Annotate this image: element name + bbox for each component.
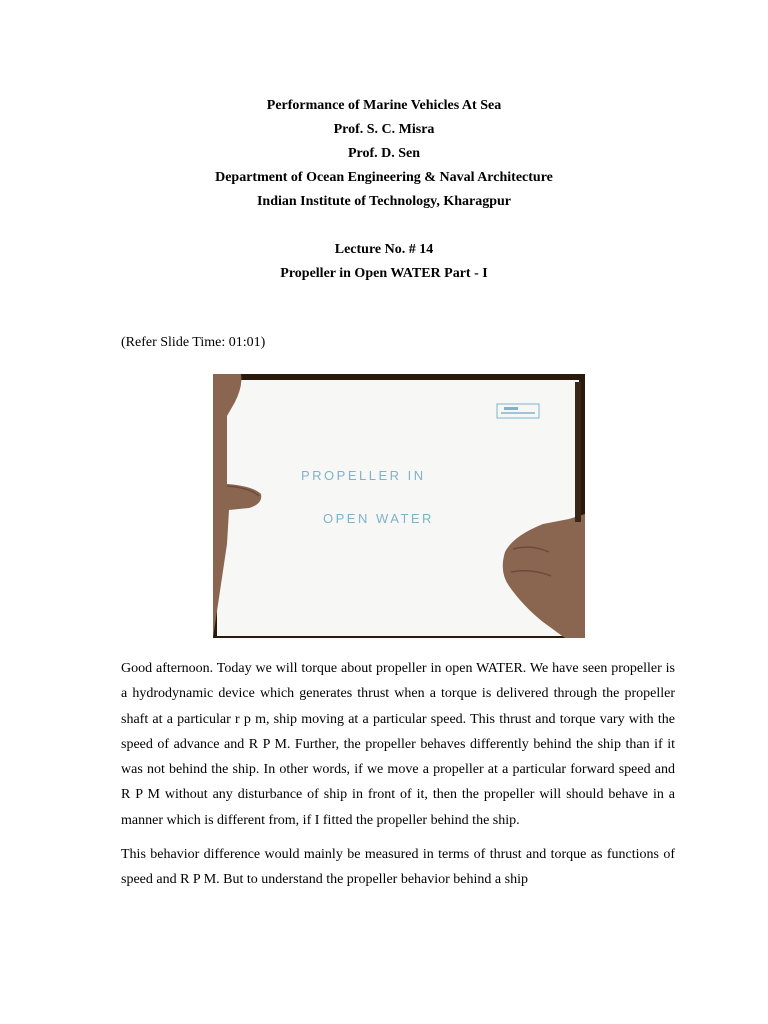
slide-illustration xyxy=(213,374,585,638)
professor-name: Prof. S. C. Misra xyxy=(333,122,435,137)
slide-text-line-2: OPEN WATER xyxy=(323,511,434,526)
refer-slide-time: (Refer Slide Time: 01:01) xyxy=(121,335,266,350)
department-name: Department of Ocean Engineering & Naval Architecture xyxy=(215,170,553,185)
paragraph: This behavior difference would mainly be measured in terms of thrust and torque as functions of speed and R P M. But to understand the propeller behavior behind a ship xyxy=(121,847,675,888)
paragraph: Good afternoon. Today we will torque about propeller in open WATER. We have seen propeller is a hydrodynamic device which generates thrust when a torque is delivered through the propeller shaft at a particular r p m, ship moving at a particular speed. This thrust and torque vary with the speed of advance and R P M. Further, the propeller behaves differently behind the ship than if it was not behind the ship. In other words, if we move a propeller at a particular forward speed and R P M without any disturbance of ship in front of it, then the propeller will should behave in a manner which is different from, if I fitted the propeller behind the ship. xyxy=(121,661,675,828)
professor-name: Prof. D. Sen xyxy=(347,146,421,161)
header-spacer xyxy=(0,214,768,238)
lecture-title: Propeller in Open WATER Part - I xyxy=(280,266,488,281)
course-title: Performance of Marine Vehicles At Sea xyxy=(266,98,502,113)
lecture-body xyxy=(121,656,675,902)
institute-name: Indian Institute of Technology, Kharagpur xyxy=(256,194,511,209)
slide-image xyxy=(213,374,585,638)
document-header xyxy=(0,94,768,286)
lecture-number: Lecture No. # 14 xyxy=(334,242,434,257)
slide-text-line-1: PROPELLER IN xyxy=(301,468,426,483)
